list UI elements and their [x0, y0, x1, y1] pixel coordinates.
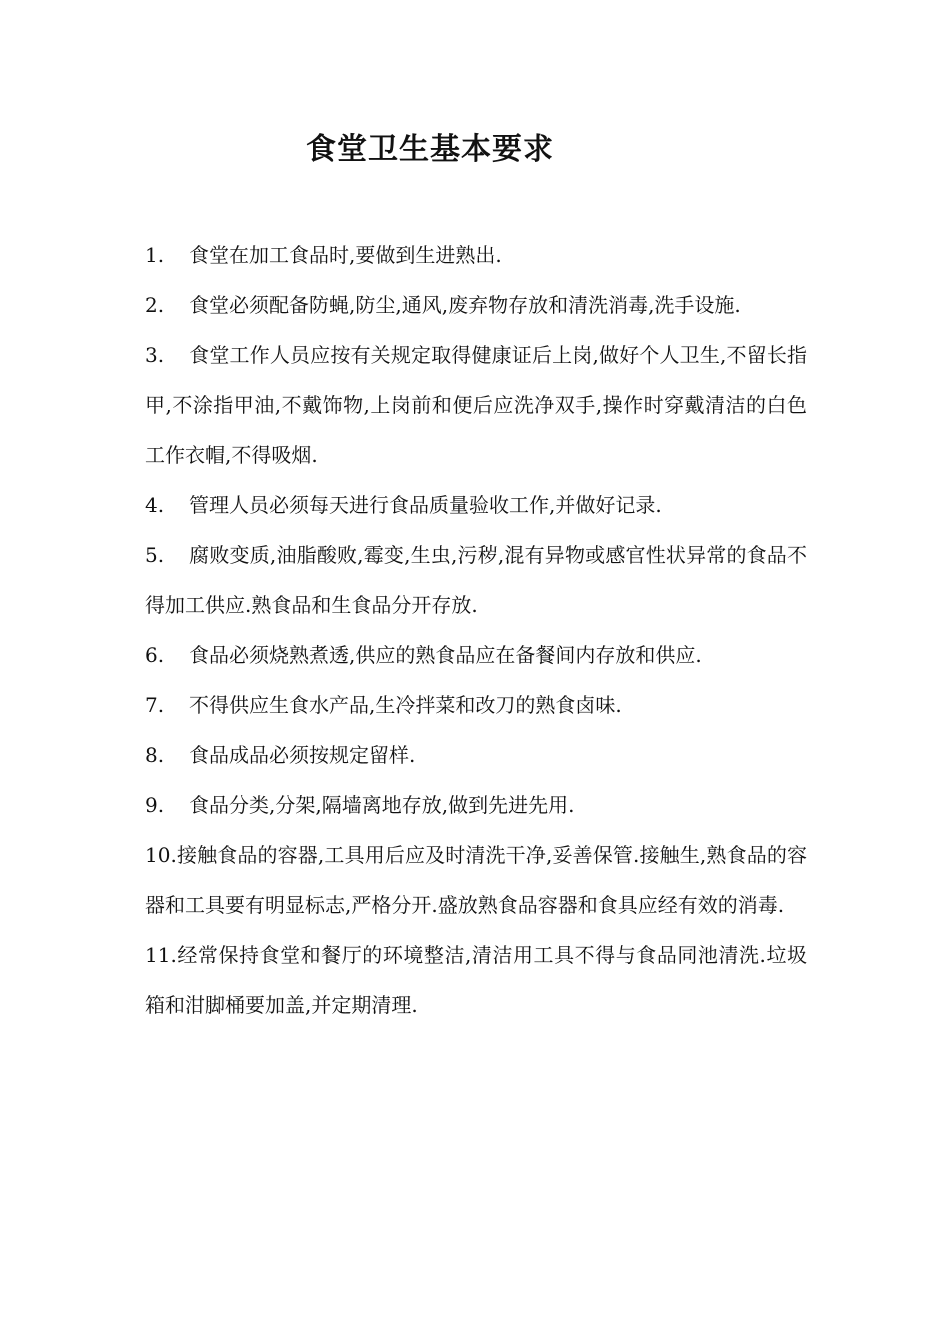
rule-text: 食堂在加工食品时,要做到生进熟出.	[189, 243, 502, 267]
rule-item	[145, 780, 807, 830]
rule-number: 7.	[145, 693, 165, 717]
rule-number: 2.	[145, 293, 165, 317]
rule-item	[145, 930, 807, 1030]
rule-text: 接触食品的容器,工具用后应及时清洗干净,妥善保管.接触生,熟食品的容器和工具要有明显标志,严格分开.盛放熟食品容器和食具应经有效的消毒.	[145, 843, 807, 917]
rule-item	[145, 680, 807, 730]
rule-item	[145, 230, 807, 280]
rule-text: 经常保持食堂和餐厅的环境整洁,清洁用工具不得与食品同池清洗.垃圾箱和泔脚桶要加盖,并定期清理.	[145, 943, 807, 1017]
rule-number: 5.	[145, 543, 165, 567]
rule-number: 3.	[145, 343, 165, 367]
rule-text: 食品必须烧熟煮透,供应的熟食品应在备餐间内存放和供应.	[189, 643, 702, 667]
rule-text: 食品分类,分架,隔墙离地存放,做到先进先用.	[189, 793, 575, 817]
document-title: 食堂卫生基本要求	[306, 132, 554, 167]
rule-item	[145, 830, 807, 930]
rule-text: 腐败变质,油脂酸败,霉变,生虫,污秽,混有异物或感官性状异常的食品不得加工供应.熟食品和生食品分开存放.	[145, 543, 807, 617]
rule-number: 10.	[145, 843, 177, 867]
rule-number: 4.	[145, 493, 165, 517]
rule-item	[145, 630, 807, 680]
rule-text: 食品成品必须按规定留样.	[189, 743, 416, 767]
rule-item	[145, 730, 807, 780]
rule-item	[145, 530, 807, 630]
rule-text: 食堂工作人员应按有关规定取得健康证后上岗,做好个人卫生,不留长指甲,不涂指甲油,不戴饰物,上岗前和便后应洗净双手,操作时穿戴清洁的白色工作衣帽,不得吸烟.	[145, 343, 807, 467]
rule-item	[145, 480, 807, 530]
rule-text: 管理人员必须每天进行食品质量验收工作,并做好记录.	[189, 493, 662, 517]
rule-number: 1.	[145, 243, 165, 267]
rule-text: 食堂必须配备防蝇,防尘,通风,废弃物存放和清洗消毒,洗手设施.	[189, 293, 741, 317]
rule-number: 8.	[145, 743, 165, 767]
rule-number: 11.	[145, 943, 177, 967]
rule-number: 6.	[145, 643, 165, 667]
rule-number: 9.	[145, 793, 165, 817]
rule-text: 不得供应生食水产品,生冷拌菜和改刀的熟食卤味.	[189, 693, 622, 717]
rule-item	[145, 280, 807, 330]
rule-item	[145, 330, 807, 480]
rules-list	[145, 230, 807, 1030]
